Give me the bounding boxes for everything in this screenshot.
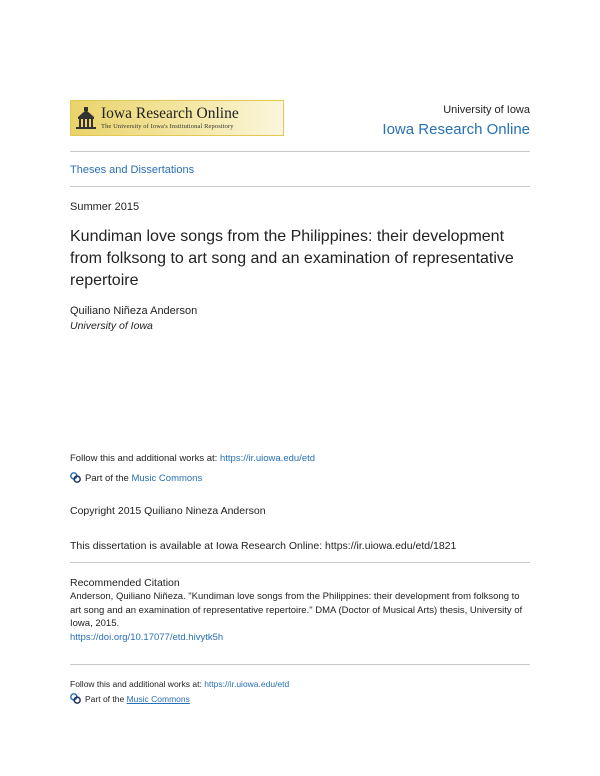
availability-notice: This dissertation is available at Iowa Research Online: https://ir.uiowa.edu/etd/1821 <box>70 540 457 552</box>
doi-link[interactable]: https://doi.org/10.17077/etd.hivytk5h <box>70 631 224 643</box>
series-link[interactable]: Theses and Dissertations <box>70 164 195 176</box>
document-title: Kundiman love songs from the Philippines: their development from folksong to art song and an examination of representative repertoire <box>70 228 514 289</box>
commons-icon <box>70 472 81 483</box>
repository-logo[interactable] <box>70 100 284 136</box>
commons-icon <box>70 693 81 704</box>
university-name: University of Iowa <box>443 104 530 116</box>
logo-title: Iowa Research Online <box>101 105 239 122</box>
divider <box>70 664 530 665</box>
citation-heading: Recommended Citation <box>70 577 180 589</box>
author-name: Quiliano Niñeza Anderson <box>70 305 198 317</box>
citation-block <box>70 590 530 644</box>
follow-url-link[interactable]: https://ir.uiowa.edu/etd <box>219 453 316 464</box>
publication-date: Summer 2015 <box>70 201 140 213</box>
citation-text: Anderson, Quiliano Niñeza. "Kundiman love songs from the Philippines: their development from folksong to art song and an examination of representative repertoire." DMA (Doctor of Musical Arts) thesis, University of Iowa, 2015. <box>70 591 523 629</box>
divider <box>70 562 530 563</box>
logo-subtitle: The University of Iowa's Institutional Repository <box>101 123 234 130</box>
part-of-line <box>70 472 202 484</box>
follow-line-footer <box>70 679 289 689</box>
divider <box>70 186 530 187</box>
follow-line <box>70 453 315 464</box>
divider <box>70 151 530 152</box>
part-of-prefix: Part of the <box>85 473 129 484</box>
part-of-prefix: Part of the <box>85 694 125 704</box>
music-commons-link[interactable]: Music Commons <box>131 473 203 484</box>
copyright-notice: Copyright 2015 Quiliano Nineza Anderson <box>70 505 266 517</box>
follow-prefix: Follow this and additional works at: <box>70 453 218 464</box>
old-capitol-icon <box>75 106 97 130</box>
follow-prefix: Follow this and additional works at: <box>70 679 202 689</box>
author-affiliation: University of Iowa <box>70 320 153 332</box>
follow-url-link[interactable]: https://ir.uiowa.edu/etd <box>204 679 290 689</box>
repository-link[interactable]: Iowa Research Online <box>382 121 530 138</box>
music-commons-link[interactable]: Music Commons <box>126 694 190 704</box>
part-of-line-footer <box>70 693 190 704</box>
